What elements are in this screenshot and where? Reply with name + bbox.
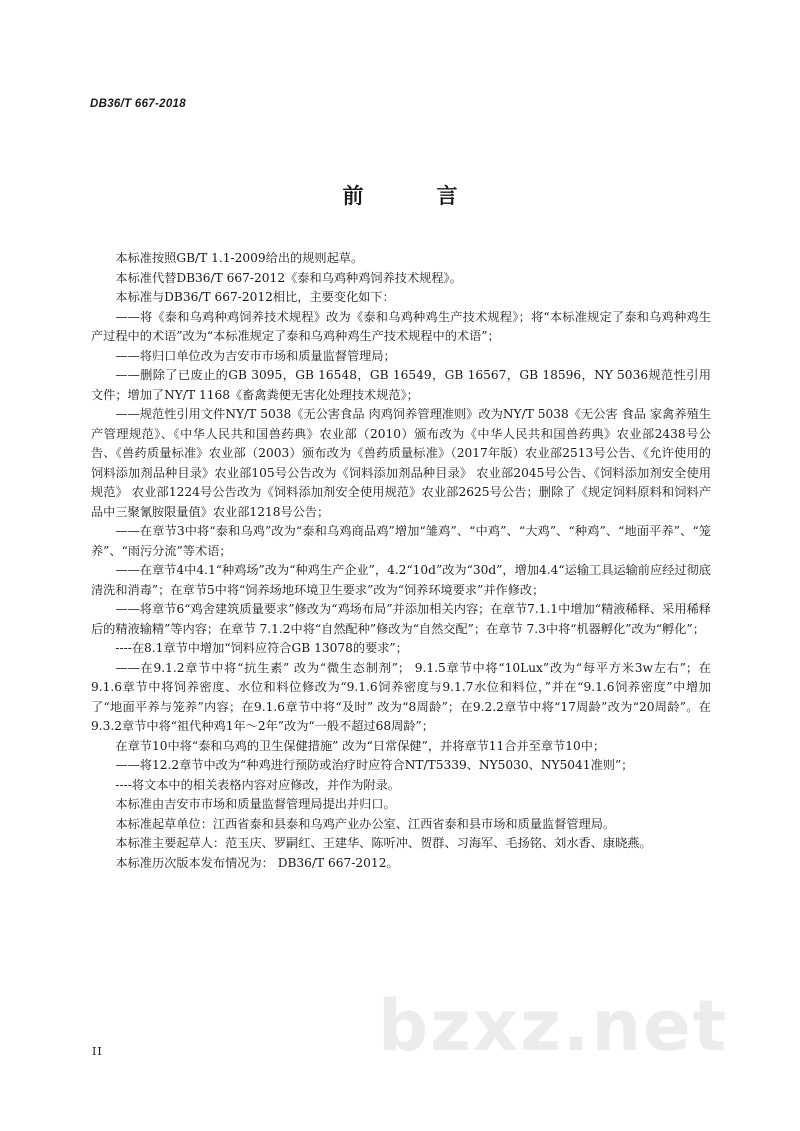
document-code: DB36/T 667-2018 (90, 98, 186, 110)
paragraph: ——规范性引用文件NY/T 5038《无公害食品 肉鸡饲养管理准则》改为NY/T 5038《无公害 食品 家禽养殖生产管理规范》、《中华人民共和国兽药典》农业部（2010）颁布改为《中华人民共和国兽药典》农业部2438号公告、《兽药质量标准》农业部（2003）颁布改为《兽药质量标准》（2017年版）农业部2513号公告、《允许使用的饲料添加剂品种目录》农业部105号公告改为《饲料添加剂品种目录》 农业部2045号公告、《饲料添加剂安全使用规范》 农业部1224号公告改为《饲料添加剂安全使用规范》农业部2625号公告；删除了《规定饲料原料和饲料产品中三聚氰胺限量值》农业部1218号公告； (91, 407, 711, 519)
paragraph: ——在9.1.2章节中将“抗生素” 改为“微生态制剂”； 9.1.5章节中将“10Lux”改为“每平方米3w左右”；在9.1.6章节中将饲养密度、水位和料位修改为“9.1.6饲养密度与9.1.7水位和料位，”并在“9.1.6饲养密度”中增加了“地面平养与笼养”内容；在9.1.6章节中将“及时” 改为“8周龄”；在9.2.2章节中将“17周龄”改为“20周龄”。在9.3.2章节中将“祖代种鸡1年～2年”改为“一般不超过68周龄”； (91, 660, 711, 733)
paragraph: ——将归口单位改为吉安市市场和质量监督管理局； (115, 348, 396, 363)
paragraph: 本标准历次版本发布情况为： DB36/T 667-2012。 (115, 855, 399, 870)
paragraph: ——在章节4中4.1“种鸡场”改为“种鸡生产企业”，4.2“10d”改为“30d”，增加4.4“运输工具运输前应经过彻底清洗和消毒”；在章节5中将“饲养场地环境卫生要求”改为“饲养环境要求”并作修改； (91, 563, 711, 597)
paragraph: ——将12.2章节中改为“种鸡进行预防或治疗时应符合NT/T5339、NY5030、NY5041准则”； (115, 758, 634, 772)
paragraph: ——将《泰和乌鸡种鸡饲养技术规程》改为《泰和乌鸡种鸡生产技术规程》；将“本标准规定了泰和乌鸡种鸡生产过程中的术语”改为“本标准规定了泰和乌鸡种鸡生产技术规程中的术语”； (91, 309, 711, 343)
paragraph: 在章节10中将“泰和乌鸡的卫生保健措施” 改为“日常保健”，并将章节11合并至章节10中； (115, 738, 606, 753)
paragraph: 本标准与DB36/T 667-2012相比，主要变化如下： (115, 290, 395, 304)
paragraph: 本标准代替DB36/T 667-2012《泰和乌鸡种鸡饲养技术规程》。 (115, 270, 462, 285)
paragraph: ----在8.1章节中增加“饲料应符合GB 13078的要求”； (115, 641, 408, 655)
paragraph: 本标准按照GB/T 1.1-2009给出的规则起草。 (115, 251, 364, 265)
page-title: 前 言 (342, 184, 484, 208)
paragraph: ——删除了已废止的GB 3095，GB 16548，GB 16549，GB 16567，GB 18596，NY 5036规范性引用文件；增加了NY/T 1168《畜禽粪便无害化处理技术规范》； (91, 368, 711, 402)
paragraph: ----将文本中的相关表格内容对应修改，并作为附录。 (115, 777, 400, 792)
page-number: II (92, 1045, 103, 1058)
paragraph: 本标准起草单位：江西省泰和县泰和乌鸡产业办公室、江西省泰和县市场和质量监督管理局。 (115, 816, 616, 831)
paragraph: 本标准主要起草人：范玉庆、罗嗣红、王建华、陈听冲、贺群、习海军、毛扬铭、刘水香、康晓燕。 (115, 836, 652, 850)
watermark: bzxz.net (378, 985, 729, 1067)
paragraph: ——在章节3中将“泰和乌鸡”改为“泰和乌鸡商品鸡”增加“雏鸡”、“中鸡”、“大鸡”、“种鸡”、“地面平养”、“笼养”、“雨污分流”等术语； (91, 524, 711, 558)
foreword-body (91, 249, 711, 873)
paragraph: ——将章节6“鸡舍建筑质量要求”修改为“鸡场布局”并添加相关内容；在章节7.1.1中增加“精液稀释、采用稀释后的精液输精”等内容；在章节 7.1.2中将“自然配种”修改为“自然交配”；在章节 7.3中将“机器孵化”改为“孵化”； (91, 602, 711, 636)
paragraph: 本标准由吉安市市场和质量监督管理局提出并归口。 (115, 797, 396, 811)
